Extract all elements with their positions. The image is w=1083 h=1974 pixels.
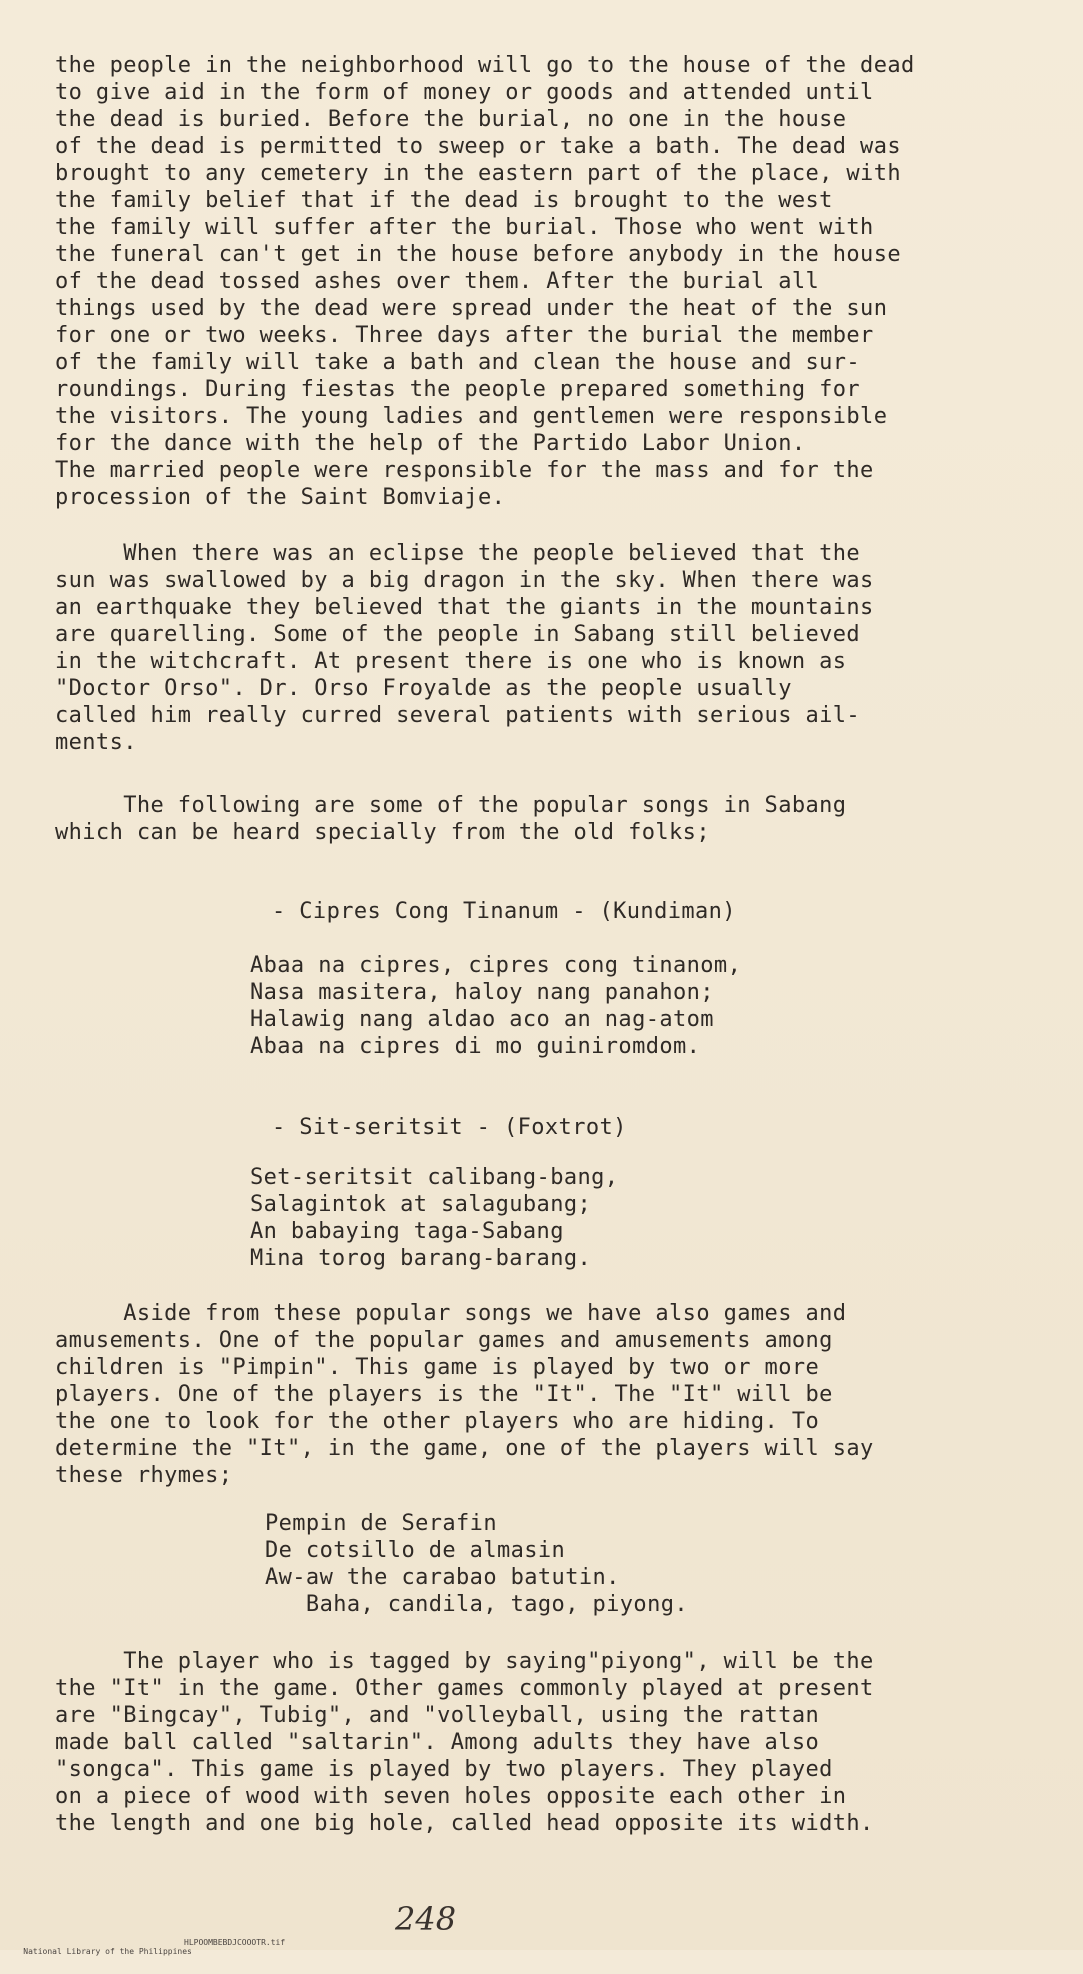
text-line: brought to any cemetery in the eastern part of the place, with [55, 161, 901, 186]
rhyme-line: De cotsillo de almasin [265, 1538, 566, 1563]
text-line: When there was an eclipse the people believed that the [55, 541, 861, 566]
text-line: made ball called "saltarin". Among adults they have also [55, 1730, 820, 1755]
text-line: these rhymes; [55, 1463, 233, 1488]
text-line: are "Bingcay", Tubig", and "volleyball, using the rattan [55, 1703, 820, 1728]
song-line: Halawig nang aldao aco an nag-atom [250, 1007, 714, 1032]
text-line: which can be heard specially from the old folks; [55, 820, 710, 845]
song-line: Salagintok at salagubang; [250, 1192, 592, 1217]
text-line: to give aid in the form of money or goods and attended until [55, 80, 874, 105]
text-line: of the dead is permitted to sweep or take a bath. The dead was [55, 134, 901, 159]
rhyme-line: Aw-aw the carabao batutin. [265, 1565, 620, 1590]
rhyme-line: Pempin de Serafin [265, 1511, 497, 1536]
text-line: on a piece of wood with seven holes opposite each other in [55, 1784, 847, 1809]
text-line: "Doctor Orso". Dr. Orso Froyalde as the people usually [55, 676, 792, 701]
text-line: players. One of the players is the "It". The "It" will be [55, 1382, 833, 1407]
text-line: the people in the neighborhood will go to the house of the dead [55, 53, 915, 78]
song-line: Nasa masitera, haloy nang panahon; [250, 980, 714, 1005]
song-title: - Cipres Cong Tinanum - (Kundiman) [272, 899, 736, 924]
scan-footer [4, 1938, 286, 1974]
text-line: for one or two weeks. Three days after the burial the member [55, 323, 874, 348]
song-line: An babaying taga-Sabang [250, 1219, 564, 1244]
library-name: National Library of the Philippines [23, 1947, 192, 1956]
text-line: called him really curred several patients with serious ail- [55, 703, 861, 728]
text-line: the "It" in the game. Other games commonly played at present [55, 1676, 874, 1701]
text-line: the dead is buried. Before the burial, no one in the house [55, 107, 847, 132]
text-line: are quarelling. Some of the people in Sabang still believed [55, 622, 861, 647]
text-line: children is "Pimpin". This game is played by two or more [55, 1355, 820, 1380]
text-line: determine the "It", in the game, one of the players will say [55, 1436, 874, 1461]
text-line: "songca". This game is played by two players. They played [55, 1757, 833, 1782]
song-line: Set-seritsit calibang-bang, [250, 1165, 619, 1190]
text-line: amusements. One of the popular games and amusements among [55, 1328, 833, 1353]
text-line: an earthquake they believed that the giants in the mountains [55, 595, 874, 620]
rhyme-line: Baha, candila, tago, piyong. [265, 1592, 688, 1617]
text-line: the family belief that if the dead is brought to the west [55, 188, 833, 213]
text-line: the funeral can't get in the house before anybody in the house [55, 242, 901, 267]
text-line: ments. [55, 730, 137, 755]
text-line: Aside from these popular songs we have also games and [55, 1301, 847, 1326]
text-line: procession of the Saint Bomviaje. [55, 485, 506, 510]
text-line: The player who is tagged by saying"piyong", will be the [55, 1649, 874, 1674]
song-line: Abaa na cipres di mo guiniromdom. [250, 1034, 701, 1059]
text-line: in the witchcraft. At present there is one who is known as [55, 649, 847, 674]
text-line: of the dead tossed ashes over them. After the burial all [55, 269, 820, 294]
song-title: - Sit-seritsit - (Foxtrot) [272, 1115, 627, 1140]
text-line: for the dance with the help of the Partido Labor Union. [55, 431, 806, 456]
text-line: sun was swallowed by a big dragon in the sky. When there was [55, 568, 874, 593]
scan-id: HLPOOMBEBDJCOOOTR.tif [184, 1938, 286, 1947]
text-line: things used by the dead were spread under the heat of the sun [55, 296, 888, 321]
text-line: of the family will take a bath and clean the house and sur- [55, 350, 861, 375]
text-line: The married people were responsible for the mass and for the [55, 458, 874, 483]
page-number: 248 [395, 1900, 457, 1938]
song-line: Abaa na cipres, cipres cong tinanom, [250, 953, 742, 978]
text-line: the visitors. The young ladies and gentlemen were responsible [55, 404, 888, 429]
text-line: The following are some of the popular songs in Sabang [55, 793, 847, 818]
text-line: roundings. During fiestas the people prepared something for [55, 377, 861, 402]
text-line: the length and one big hole, called head opposite its width. [55, 1811, 874, 1836]
text-line: the one to look for the other players who are hiding. To [55, 1409, 820, 1434]
song-line: Mina torog barang-barang. [250, 1246, 592, 1271]
text-line: the family will suffer after the burial. Those who went with [55, 215, 874, 240]
